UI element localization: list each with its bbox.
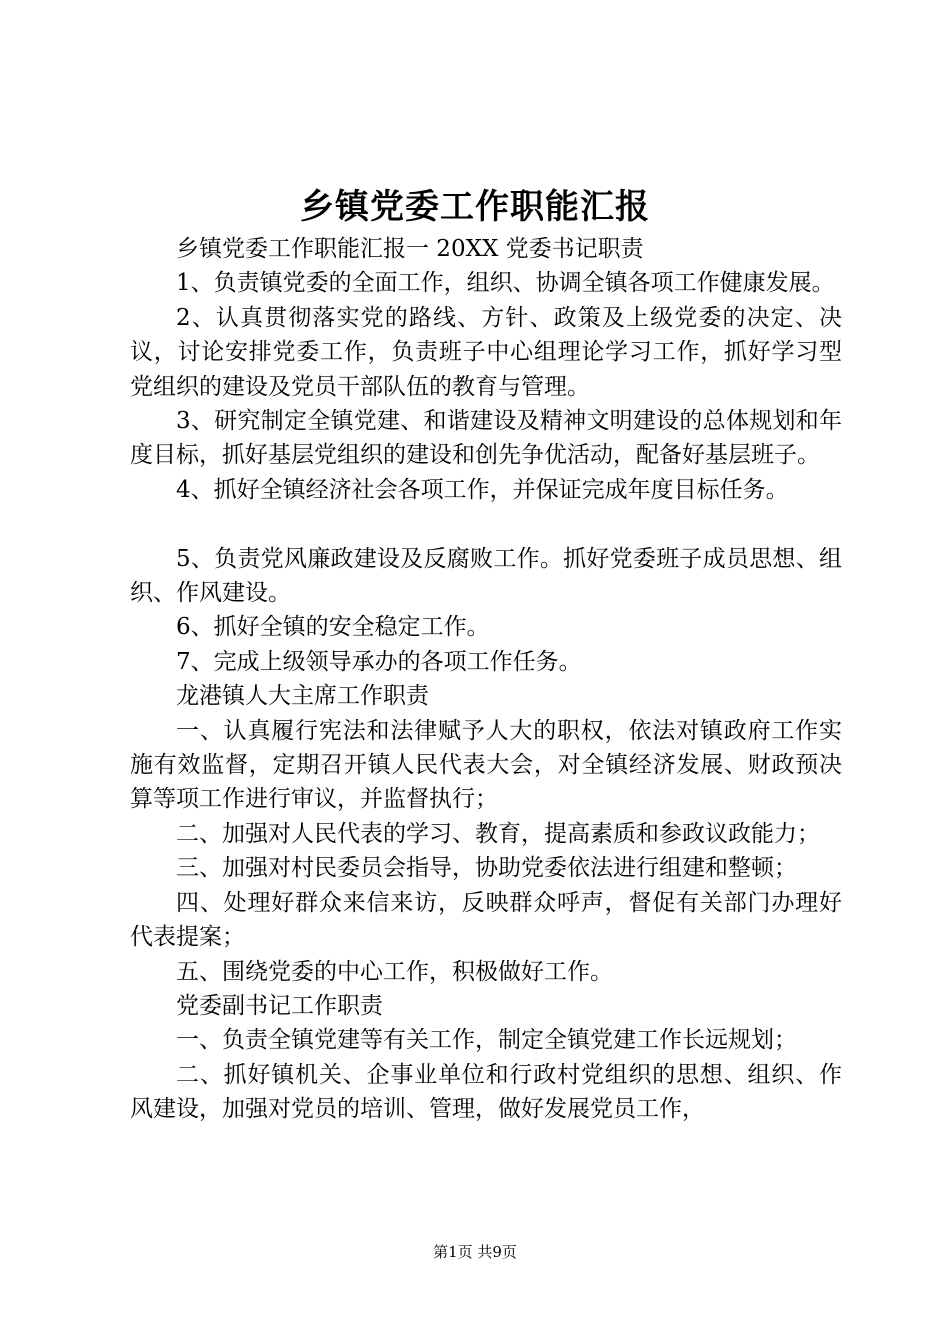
paragraph: 2、认真贯彻落实党的路线、方针、政策及上级党委的决定、决议，讨论安排党委工作，负责班子中心组理论学习工作，抓好学习型党组织的建设及党员干部队伍的教育与管理。 xyxy=(130,304,842,400)
paragraph: 6、抓好全镇的安全稳定工作。 xyxy=(176,614,490,641)
paragraph: 乡镇党委工作职能汇报一 20XX 党委书记职责 xyxy=(176,236,644,262)
document-title: 乡镇党委工作职能汇报 xyxy=(300,187,650,227)
document-body xyxy=(130,232,842,1127)
paragraph: 7、完成上级领导承办的各项工作任务。 xyxy=(176,648,582,675)
paragraph: 二、加强对人民代表的学习、教育，提高素质和参政议政能力； xyxy=(176,820,820,847)
section-heading: 党委副书记工作职责 xyxy=(176,992,383,1019)
paragraph: 四、处理好群众来信来访，反映群众呼声，督促有关部门办理好代表提案； xyxy=(130,889,842,951)
paragraph: 三、加强对村民委员会指导，协助党委依法进行组建和整顿； xyxy=(176,855,797,882)
paragraph: 1、负责镇党委的全面工作，组织、协调全镇各项工作健康发展。 xyxy=(176,270,835,297)
paragraph: 4、抓好全镇经济社会各项工作，并保证完成年度目标任务。 xyxy=(176,476,789,503)
section-heading: 龙港镇人大主席工作职责 xyxy=(176,683,429,710)
page-footer: 第1页 共9页 xyxy=(433,1243,517,1261)
paragraph: 一、负责全镇党建等有关工作，制定全镇党建工作长远规划； xyxy=(176,1027,797,1054)
paragraph: 3、研究制定全镇党建、和谐建设及精神文明建设的总体规划和年度目标，抓好基层党组织的建设和创先争优活动，配备好基层班子。 xyxy=(130,408,842,469)
paragraph: 五、围绕党委的中心工作，积极做好工作。 xyxy=(176,958,613,985)
paragraph: 二、抓好镇机关、企事业单位和行政村党组织的思想、组织、作风建设，加强对党员的培训、管理，做好发展党员工作， xyxy=(130,1061,842,1123)
paragraph: 5、负责党风廉政建设及反腐败工作。抓好党委班子成员思想、组织、作风建设。 xyxy=(130,545,842,607)
paragraph: 一、认真履行宪法和法律赋予人大的职权，依法对镇政府工作实施有效监督，定期召开镇人民代表大会，对全镇经济发展、财政预决算等项工作进行审议，并监督执行； xyxy=(130,717,842,813)
